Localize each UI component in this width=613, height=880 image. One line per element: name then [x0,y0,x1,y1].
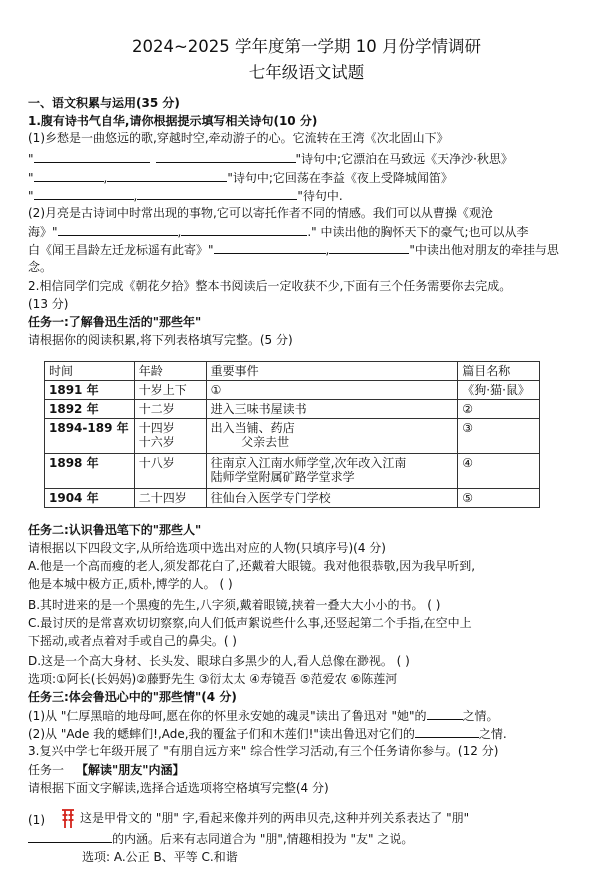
q3-p1-number: (1) [28,813,45,827]
oracle-bone-peng-icon [60,808,76,830]
table-cell: 1894-189 年 [45,419,135,454]
table-cell[interactable]: ③ [458,419,540,454]
answer-blank[interactable] [34,151,150,163]
q3-p1-text: 这是甲骨文的 "朋" 字,看起来像并列的两串贝壳,这种并列关系表达了 "朋" [80,811,470,825]
task-2-title: 任务二:认识鲁迅笔下的"那些人" [28,523,202,537]
task-3-line-2: (2)从 "Ade 我的蟋蟀们!,Ade,我的覆盆子们和木莲们!"读出鲁迅对它们的 之情. [28,727,507,741]
q2-line-1: 2.相信同学们完成《朝花夕拾》整本书阅读后一定收获不少,下面有三个任务需要你去完成。 [28,279,512,293]
table-row [45,489,540,508]
q3-p2-line: 的内涵。后来有志同道合为 "朋",情趣相投为 "友" 之说。 [28,831,413,846]
task-2-c-line-1: C.最讨厌的是常喜欢切切察察,向人们低声絮说些什么事,还竖起第二个手指,在空中上 [28,616,472,630]
table-header-row [45,362,540,381]
answer-blank[interactable] [156,151,296,163]
answer-blank[interactable] [181,224,307,236]
table-row [45,454,540,489]
table-cell: 《狗·猫·鼠》 [458,381,540,400]
task-3-title: 任务三:体会鲁迅心中的"那些情"(4 分) [28,690,237,704]
answer-blank[interactable] [28,831,112,843]
exam-title: 2024~2025 学年度第一学期 10 月份学情调研 [131,37,482,56]
task-2-options: 选项:①阿长(长妈妈)②藤野先生 ③衍太太 ④寿镜吾 ⑤范爱农 ⑥陈莲河 [28,672,398,686]
table-cell[interactable]: ④ [458,454,540,489]
table-cell: 出入当铺、药店 父亲去世 [206,419,458,454]
q1-line-4: " , "待句中. [28,189,343,203]
q3-task-1-title: 任务一 【解读"朋友"内涵】 [28,763,185,777]
q1-line-1: (1)乡愁是一曲悠远的歌,穿越时空,牵动游子的心。它流转在王湾《次北固山下》 [28,131,449,145]
table-row [45,381,540,400]
task-2-a-line-1: A.他是一个高而瘦的老人,须发都花白了,还戴着大眼镜。我对他很恭敬,因为我早听到, [28,559,476,573]
task-2-instruction: 请根据以下四段文字,从所给选项中选出对应的人物(只填序号)(4 分) [28,541,386,555]
table-cell: 1904 年 [45,489,135,508]
task-3-line-1: (1)从 "仁厚黑暗的地母呵,愿在你的怀里永安她的魂灵"读出了鲁迅对 "她"的 之情。 [28,709,499,723]
table-cell: 往南京入江南水师学堂,次年改入江南 陆师学堂附属矿路学堂求学 [206,454,458,489]
table-cell: 十四岁 十六岁 [134,419,206,454]
table-cell: 1898 年 [45,454,135,489]
answer-blank[interactable] [214,242,326,254]
q1-line-6: 海》" , ." 中读出他的胸怀天下的豪气;也可以从李 [28,225,529,239]
answer-blank[interactable] [137,188,297,200]
task-2-b-line: B.其时进来的是一个黑瘦的先生,八字须,戴着眼镜,挟着一叠大大小小的书。 ( ) [28,598,441,612]
answer-blank[interactable] [58,224,178,236]
table-cell[interactable]: ① [206,381,458,400]
q2-line-2: (13 分) [28,297,69,311]
task-2-d-line: D.这是一个高大身材、长头发、眼球白多黑少的人,看人总像在渺视。 ( ) [28,654,410,668]
table-cell[interactable]: ⑤ [458,489,540,508]
table-cell: 往仙台入医学专门学校 [206,489,458,508]
exam-subtitle: 七年级语文试题 [248,63,365,82]
q1-line-5: (2)月亮是古诗词中时常出现的事物,它可以寄托作者不同的情感。我们可以从曹操《观沧 [28,206,493,220]
question-1-title: 1.腹有诗书气自华,请你根据提示填写相关诗句(10 分) [28,114,318,128]
task-2-c-line-2: 下摇动,或者点着对手或自己的鼻尖。( ) [28,634,237,648]
q1-line-8: 念。 [28,260,53,274]
answer-blank[interactable] [329,242,409,254]
table-cell: 十二岁 [134,400,206,419]
q1-line-7: 白《闻王昌龄左迁龙标遥有此寄》" , "中读出他对朋友的牵挂与思 [28,243,559,257]
q1-line-2: " "诗句中;它漂泊在马致远《天净沙·秋思》 [28,152,513,166]
task-1-instruction: 请根据你的阅读积累,将下列表格填写完整。(5 分) [28,333,293,347]
table-header: 重要事件 [206,362,458,381]
section-heading: 一、语文积累与运用(35 分) [28,96,180,110]
q3-options: 选项: A.公正 B、平等 C.和谐 [82,850,238,864]
table-header: 时间 [45,362,135,381]
table-cell: 进入三味书屋读书 [206,400,458,419]
q1-line-3: " , "诗句中;它回荡在李益《夜上受降城闻笛》 [28,171,453,185]
q3-instruction: 请根据下面文字解读,选择合适选项将空格填写完整(4 分) [28,781,329,795]
answer-blank[interactable] [34,170,104,182]
answer-blank[interactable] [107,170,227,182]
table-cell: 1891 年 [45,381,135,400]
answer-blank[interactable] [415,726,479,738]
task-2-a-line-2: 他是本城中极方正,质朴,博学的人。 ( ) [28,577,233,591]
table-cell: 十八岁 [134,454,206,489]
answer-blank[interactable] [427,708,463,720]
q3-line-1: 3.复兴中学七年级开展了 "有朋自远方来" 综合性学习活动,有三个任务请你参与。(12 分) [28,744,499,758]
table-header: 篇目名称 [458,362,540,381]
table-row [45,419,540,454]
task-1-title: 任务一:了解鲁迅生活的"那些年" [28,315,202,329]
table-cell[interactable]: ② [458,400,540,419]
events-table [44,361,540,508]
table-row [45,400,540,419]
table-cell: 1892 年 [45,400,135,419]
table-header: 年龄 [134,362,206,381]
answer-blank[interactable] [34,188,134,200]
table-cell: 十岁上下 [134,381,206,400]
table-cell: 二十四岁 [134,489,206,508]
